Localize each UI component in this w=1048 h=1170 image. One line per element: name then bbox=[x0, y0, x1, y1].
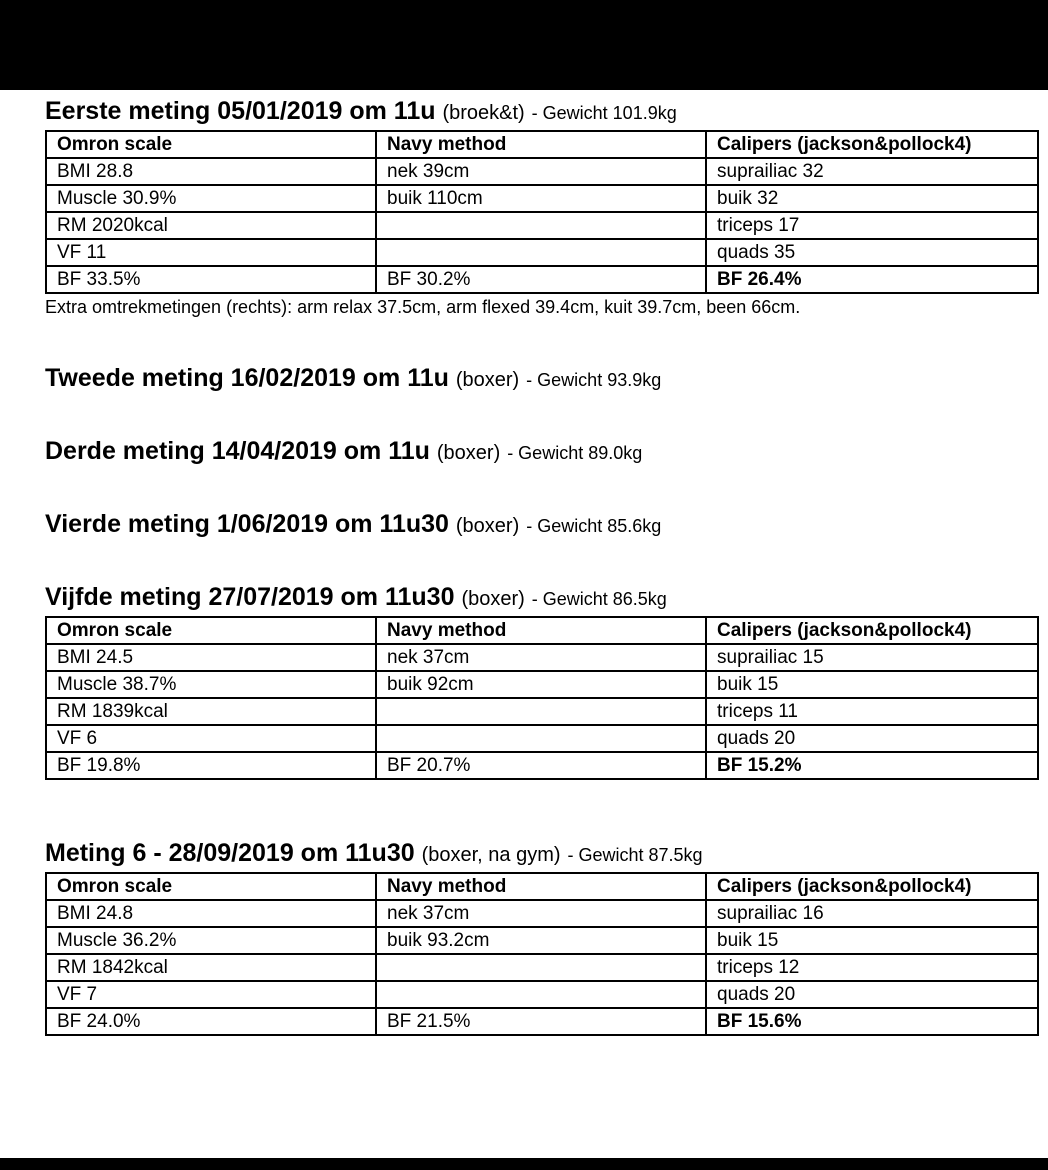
header-calipers: Calipers (jackson&pollock4) bbox=[706, 131, 1038, 158]
measurement-note: (boxer, na gym) bbox=[421, 844, 561, 866]
measurement-4 bbox=[45, 509, 1037, 541]
table-cell: BMI 28.8 bbox=[46, 158, 376, 185]
table-row bbox=[46, 644, 1038, 671]
table-cell: triceps 11 bbox=[706, 698, 1038, 725]
table-cell: Muscle 36.2% bbox=[46, 927, 376, 954]
table-header-row bbox=[46, 131, 1038, 158]
measurement-note: (boxer) bbox=[455, 515, 520, 537]
measurement-3 bbox=[45, 436, 1037, 468]
measurement-table bbox=[45, 130, 1039, 294]
measurement-heading bbox=[45, 838, 1037, 870]
table-row bbox=[46, 954, 1038, 981]
header-calipers: Calipers (jackson&pollock4) bbox=[706, 873, 1038, 900]
table-cell: VF 6 bbox=[46, 725, 376, 752]
table-row bbox=[46, 698, 1038, 725]
table-cell: Muscle 38.7% bbox=[46, 671, 376, 698]
header-omron: Omron scale bbox=[46, 131, 376, 158]
table-cell: buik 93.2cm bbox=[376, 927, 706, 954]
document-page bbox=[0, 90, 1048, 1158]
table-cell: nek 39cm bbox=[376, 158, 706, 185]
measurement-title: Eerste meting 05/01/2019 om 11u bbox=[45, 97, 436, 125]
measurement-weight: - Gewicht 86.5kg bbox=[531, 589, 667, 609]
header-omron: Omron scale bbox=[46, 873, 376, 900]
table-cell bbox=[376, 981, 706, 1008]
table-header-row bbox=[46, 617, 1038, 644]
table-row-total bbox=[46, 266, 1038, 293]
table-row bbox=[46, 725, 1038, 752]
measurement-title: Vierde meting 1/06/2019 om 11u30 bbox=[45, 510, 449, 538]
extra-measurements: Extra omtrekmetingen (rechts): arm relax 37.5cm, arm flexed 39.4cm, kuit 39.7cm, been 66cm. bbox=[45, 297, 801, 317]
measurement-note: (boxer) bbox=[461, 588, 525, 610]
table-cell: RM 1842kcal bbox=[46, 954, 376, 981]
header-navy: Navy method bbox=[376, 873, 706, 900]
header-navy: Navy method bbox=[376, 131, 706, 158]
measurement-heading bbox=[45, 96, 1037, 128]
table-row bbox=[46, 981, 1038, 1008]
table-cell: BF 24.0% bbox=[46, 1008, 376, 1035]
table-row-total bbox=[46, 752, 1038, 779]
measurement-weight: - Gewicht 101.9kg bbox=[531, 103, 677, 123]
table-cell: buik 92cm bbox=[376, 671, 706, 698]
table-cell: suprailiac 15 bbox=[706, 644, 1038, 671]
table-row bbox=[46, 927, 1038, 954]
measurement-heading bbox=[45, 582, 1037, 614]
table-cell: BF 20.7% bbox=[376, 752, 706, 779]
table-cell bbox=[376, 954, 706, 981]
table-cell bbox=[376, 212, 706, 239]
table-cell: BF 21.5% bbox=[376, 1008, 706, 1035]
table-row bbox=[46, 185, 1038, 212]
table-cell-highlight: BF 26.4% bbox=[706, 266, 1038, 293]
table-header-row bbox=[46, 873, 1038, 900]
measurement-title: Vijfde meting 27/07/2019 om 11u30 bbox=[45, 583, 455, 611]
header-omron: Omron scale bbox=[46, 617, 376, 644]
table-cell: quads 20 bbox=[706, 725, 1038, 752]
table-cell-highlight: BF 15.2% bbox=[706, 752, 1038, 779]
measurement-table bbox=[45, 616, 1039, 780]
measurement-heading bbox=[45, 509, 1037, 541]
header-calipers: Calipers (jackson&pollock4) bbox=[706, 617, 1038, 644]
measurement-note: (boxer) bbox=[455, 369, 520, 391]
table-cell-highlight: BF 15.6% bbox=[706, 1008, 1038, 1035]
table-cell bbox=[376, 239, 706, 266]
measurement-weight: - Gewicht 85.6kg bbox=[526, 516, 662, 536]
table-cell: buik 15 bbox=[706, 927, 1038, 954]
measurement-5 bbox=[45, 582, 1037, 780]
table-cell: buik 110cm bbox=[376, 185, 706, 212]
table-cell bbox=[376, 725, 706, 752]
table-cell: VF 11 bbox=[46, 239, 376, 266]
measurement-title: Derde meting 14/04/2019 om 11u bbox=[45, 437, 430, 465]
table-cell bbox=[376, 698, 706, 725]
table-cell: buik 32 bbox=[706, 185, 1038, 212]
measurement-note: (broek&t) bbox=[442, 102, 525, 124]
table-cell: BMI 24.5 bbox=[46, 644, 376, 671]
measurement-title: Tweede meting 16/02/2019 om 11u bbox=[45, 364, 449, 392]
table-cell: triceps 17 bbox=[706, 212, 1038, 239]
table-cell: quads 35 bbox=[706, 239, 1038, 266]
measurement-title: Meting 6 - 28/09/2019 om 11u30 bbox=[45, 839, 415, 867]
table-cell: RM 1839kcal bbox=[46, 698, 376, 725]
measurement-table bbox=[45, 872, 1039, 1036]
table-cell: BF 33.5% bbox=[46, 266, 376, 293]
measurement-heading bbox=[45, 436, 1037, 468]
measurement-note: (boxer) bbox=[436, 442, 501, 464]
table-cell: BF 30.2% bbox=[376, 266, 706, 293]
measurement-heading bbox=[45, 363, 1037, 395]
table-row bbox=[46, 671, 1038, 698]
measurement-weight: - Gewicht 93.9kg bbox=[526, 370, 662, 390]
table-cell: suprailiac 16 bbox=[706, 900, 1038, 927]
table-cell: RM 2020kcal bbox=[46, 212, 376, 239]
table-row bbox=[46, 158, 1038, 185]
measurement-6 bbox=[45, 838, 1037, 1036]
measurement-2 bbox=[45, 363, 1037, 395]
table-row bbox=[46, 900, 1038, 927]
table-cell: triceps 12 bbox=[706, 954, 1038, 981]
measurement-1 bbox=[45, 96, 1037, 318]
table-cell: buik 15 bbox=[706, 671, 1038, 698]
table-cell: BMI 24.8 bbox=[46, 900, 376, 927]
table-row-total bbox=[46, 1008, 1038, 1035]
table-row bbox=[46, 239, 1038, 266]
table-cell: Muscle 30.9% bbox=[46, 185, 376, 212]
table-cell: nek 37cm bbox=[376, 644, 706, 671]
table-cell: VF 7 bbox=[46, 981, 376, 1008]
header-navy: Navy method bbox=[376, 617, 706, 644]
table-cell: nek 37cm bbox=[376, 900, 706, 927]
table-cell: suprailiac 32 bbox=[706, 158, 1038, 185]
measurement-weight: - Gewicht 89.0kg bbox=[507, 443, 643, 463]
table-cell: quads 20 bbox=[706, 981, 1038, 1008]
table-row bbox=[46, 212, 1038, 239]
measurement-weight: - Gewicht 87.5kg bbox=[567, 845, 703, 865]
table-cell: BF 19.8% bbox=[46, 752, 376, 779]
